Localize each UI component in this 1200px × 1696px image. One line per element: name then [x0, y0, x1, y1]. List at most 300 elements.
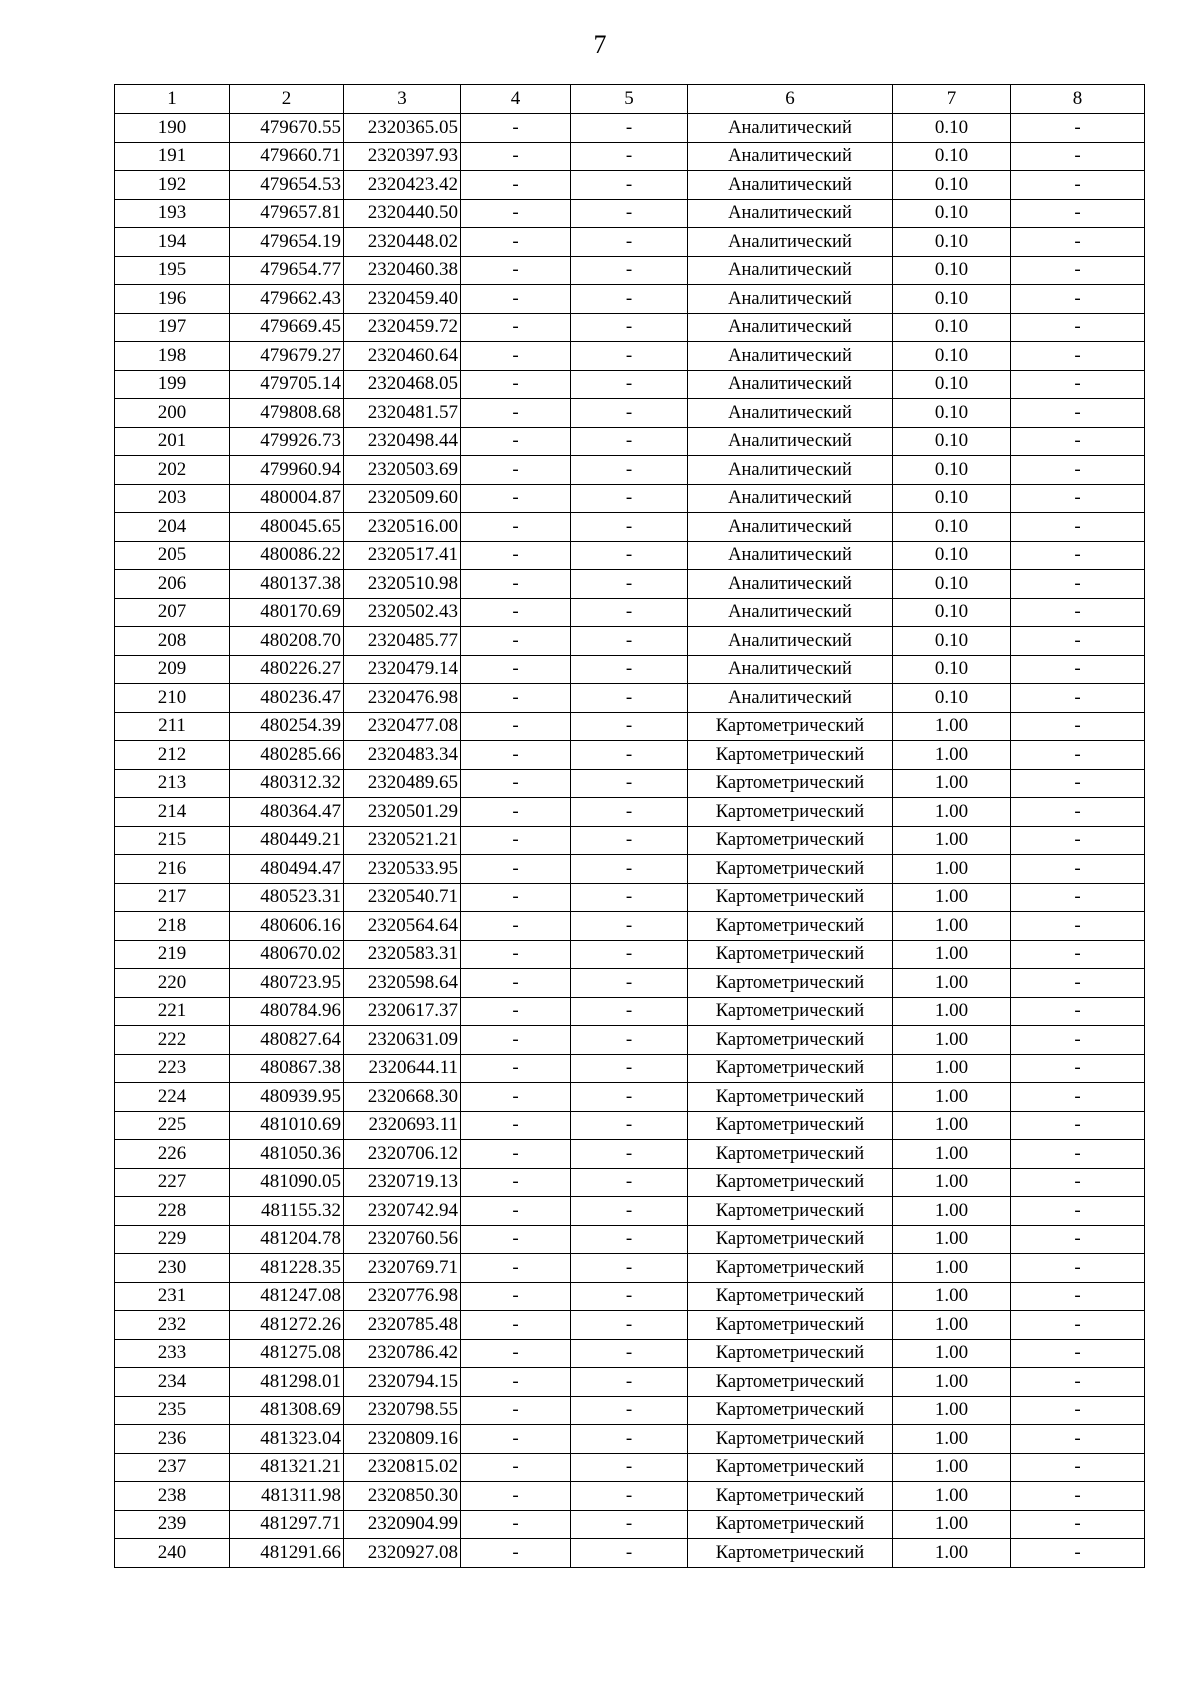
column-4-cell: - [461, 855, 571, 884]
x-coordinate-cell: 481050.36 [230, 1140, 344, 1169]
column-5-cell: - [571, 1026, 688, 1055]
table-row [115, 627, 1145, 656]
table-row [115, 912, 1145, 941]
table-row [115, 570, 1145, 599]
column-4-cell: - [461, 171, 571, 200]
y-coordinate-cell: 2320459.40 [344, 285, 461, 314]
table-row [115, 399, 1145, 428]
column-5-cell: - [571, 883, 688, 912]
table-row [115, 684, 1145, 713]
point-number-cell: 206 [115, 570, 230, 599]
y-coordinate-cell: 2320397.93 [344, 142, 461, 171]
x-coordinate-cell: 481311.98 [230, 1482, 344, 1511]
method-cell: Аналитический [688, 399, 893, 428]
column-8-cell: - [1011, 342, 1145, 371]
column-header: 8 [1011, 85, 1145, 114]
column-8-cell: - [1011, 1425, 1145, 1454]
point-number-cell: 192 [115, 171, 230, 200]
y-coordinate-cell: 2320693.11 [344, 1111, 461, 1140]
accuracy-cell: 0.10 [893, 598, 1011, 627]
column-4-cell: - [461, 1111, 571, 1140]
x-coordinate-cell: 479657.81 [230, 199, 344, 228]
column-8-cell: - [1011, 399, 1145, 428]
x-coordinate-cell: 480449.21 [230, 826, 344, 855]
table-row [115, 1026, 1145, 1055]
column-header: 7 [893, 85, 1011, 114]
column-8-cell: - [1011, 1254, 1145, 1283]
table-row [115, 114, 1145, 143]
method-cell: Аналитический [688, 427, 893, 456]
table-row [115, 826, 1145, 855]
y-coordinate-cell: 2320510.98 [344, 570, 461, 599]
method-cell: Картометрический [688, 1197, 893, 1226]
y-coordinate-cell: 2320468.05 [344, 370, 461, 399]
table-row [115, 285, 1145, 314]
table-row [115, 798, 1145, 827]
accuracy-cell: 0.10 [893, 513, 1011, 542]
point-number-cell: 199 [115, 370, 230, 399]
point-number-cell: 239 [115, 1510, 230, 1539]
column-8-cell: - [1011, 1339, 1145, 1368]
column-header: 4 [461, 85, 571, 114]
method-cell: Картометрический [688, 883, 893, 912]
column-8-cell: - [1011, 313, 1145, 342]
column-4-cell: - [461, 342, 571, 371]
table-body [115, 114, 1145, 1568]
column-4-cell: - [461, 969, 571, 998]
column-8-cell: - [1011, 513, 1145, 542]
accuracy-cell: 1.00 [893, 1339, 1011, 1368]
point-number-cell: 233 [115, 1339, 230, 1368]
point-number-cell: 204 [115, 513, 230, 542]
accuracy-cell: 1.00 [893, 1083, 1011, 1112]
y-coordinate-cell: 2320483.34 [344, 741, 461, 770]
accuracy-cell: 1.00 [893, 826, 1011, 855]
y-coordinate-cell: 2320485.77 [344, 627, 461, 656]
table-row [115, 541, 1145, 570]
table-row [115, 228, 1145, 257]
method-cell: Картометрический [688, 1453, 893, 1482]
column-4-cell: - [461, 313, 571, 342]
point-number-cell: 190 [115, 114, 230, 143]
y-coordinate-cell: 2320776.98 [344, 1282, 461, 1311]
method-cell: Картометрический [688, 1225, 893, 1254]
column-8-cell: - [1011, 940, 1145, 969]
method-cell: Картометрический [688, 1339, 893, 1368]
table-row [115, 199, 1145, 228]
point-number-cell: 202 [115, 456, 230, 485]
accuracy-cell: 0.10 [893, 399, 1011, 428]
column-8-cell: - [1011, 1225, 1145, 1254]
table-row [115, 1111, 1145, 1140]
column-8-cell: - [1011, 370, 1145, 399]
column-5-cell: - [571, 1453, 688, 1482]
table-row [115, 1197, 1145, 1226]
column-4-cell: - [461, 370, 571, 399]
x-coordinate-cell: 480170.69 [230, 598, 344, 627]
method-cell: Аналитический [688, 256, 893, 285]
table-row [115, 1254, 1145, 1283]
point-number-cell: 222 [115, 1026, 230, 1055]
accuracy-cell: 0.10 [893, 684, 1011, 713]
column-8-cell: - [1011, 1111, 1145, 1140]
method-cell: Аналитический [688, 342, 893, 371]
column-5-cell: - [571, 769, 688, 798]
method-cell: Картометрический [688, 940, 893, 969]
accuracy-cell: 1.00 [893, 1282, 1011, 1311]
point-number-cell: 209 [115, 655, 230, 684]
x-coordinate-cell: 479705.14 [230, 370, 344, 399]
point-number-cell: 218 [115, 912, 230, 941]
method-cell: Картометрический [688, 1311, 893, 1340]
point-number-cell: 227 [115, 1168, 230, 1197]
column-5-cell: - [571, 969, 688, 998]
column-5-cell: - [571, 1168, 688, 1197]
y-coordinate-cell: 2320521.21 [344, 826, 461, 855]
x-coordinate-cell: 479960.94 [230, 456, 344, 485]
y-coordinate-cell: 2320815.02 [344, 1453, 461, 1482]
column-8-cell: - [1011, 456, 1145, 485]
table-row [115, 1425, 1145, 1454]
column-4-cell: - [461, 883, 571, 912]
column-8-cell: - [1011, 1282, 1145, 1311]
point-number-cell: 224 [115, 1083, 230, 1112]
column-5-cell: - [571, 1197, 688, 1226]
method-cell: Картометрический [688, 1368, 893, 1397]
table-row [115, 1482, 1145, 1511]
column-8-cell: - [1011, 741, 1145, 770]
accuracy-cell: 0.10 [893, 456, 1011, 485]
x-coordinate-cell: 481321.21 [230, 1453, 344, 1482]
column-8-cell: - [1011, 1510, 1145, 1539]
table-row [115, 1168, 1145, 1197]
column-8-cell: - [1011, 712, 1145, 741]
column-5-cell: - [571, 256, 688, 285]
method-cell: Аналитический [688, 541, 893, 570]
y-coordinate-cell: 2320440.50 [344, 199, 461, 228]
table-row [115, 1140, 1145, 1169]
accuracy-cell: 0.10 [893, 655, 1011, 684]
y-coordinate-cell: 2320564.64 [344, 912, 461, 941]
method-cell: Картометрический [688, 1482, 893, 1511]
column-4-cell: - [461, 1311, 571, 1340]
column-5-cell: - [571, 399, 688, 428]
x-coordinate-cell: 481298.01 [230, 1368, 344, 1397]
column-4-cell: - [461, 570, 571, 599]
point-number-cell: 234 [115, 1368, 230, 1397]
column-4-cell: - [461, 1254, 571, 1283]
column-4-cell: - [461, 456, 571, 485]
table-row [115, 883, 1145, 912]
table-row [115, 456, 1145, 485]
y-coordinate-cell: 2320644.11 [344, 1054, 461, 1083]
y-coordinate-cell: 2320460.38 [344, 256, 461, 285]
method-cell: Картометрический [688, 997, 893, 1026]
method-cell: Аналитический [688, 456, 893, 485]
x-coordinate-cell: 480086.22 [230, 541, 344, 570]
x-coordinate-cell: 480137.38 [230, 570, 344, 599]
method-cell: Аналитический [688, 114, 893, 143]
column-5-cell: - [571, 228, 688, 257]
point-number-cell: 197 [115, 313, 230, 342]
point-number-cell: 220 [115, 969, 230, 998]
point-number-cell: 238 [115, 1482, 230, 1511]
column-4-cell: - [461, 541, 571, 570]
column-4-cell: - [461, 256, 571, 285]
column-8-cell: - [1011, 1396, 1145, 1425]
column-8-cell: - [1011, 1083, 1145, 1112]
method-cell: Аналитический [688, 513, 893, 542]
column-8-cell: - [1011, 171, 1145, 200]
method-cell: Аналитический [688, 228, 893, 257]
x-coordinate-cell: 481291.66 [230, 1539, 344, 1568]
x-coordinate-cell: 479654.77 [230, 256, 344, 285]
column-4-cell: - [461, 1225, 571, 1254]
point-number-cell: 221 [115, 997, 230, 1026]
method-cell: Картометрический [688, 1396, 893, 1425]
method-cell: Картометрический [688, 1168, 893, 1197]
y-coordinate-cell: 2320809.16 [344, 1425, 461, 1454]
accuracy-cell: 0.10 [893, 627, 1011, 656]
accuracy-cell: 1.00 [893, 1168, 1011, 1197]
y-coordinate-cell: 2320617.37 [344, 997, 461, 1026]
point-number-cell: 212 [115, 741, 230, 770]
y-coordinate-cell: 2320769.71 [344, 1254, 461, 1283]
column-8-cell: - [1011, 570, 1145, 599]
x-coordinate-cell: 481323.04 [230, 1425, 344, 1454]
y-coordinate-cell: 2320785.48 [344, 1311, 461, 1340]
column-4-cell: - [461, 769, 571, 798]
column-5-cell: - [571, 741, 688, 770]
column-5-cell: - [571, 627, 688, 656]
method-cell: Аналитический [688, 655, 893, 684]
point-number-cell: 232 [115, 1311, 230, 1340]
accuracy-cell: 0.10 [893, 427, 1011, 456]
method-cell: Картометрический [688, 1282, 893, 1311]
method-cell: Аналитический [688, 627, 893, 656]
column-header: 6 [688, 85, 893, 114]
method-cell: Картометрический [688, 1026, 893, 1055]
x-coordinate-cell: 479660.71 [230, 142, 344, 171]
column-8-cell: - [1011, 1168, 1145, 1197]
column-8-cell: - [1011, 1311, 1145, 1340]
x-coordinate-cell: 480226.27 [230, 655, 344, 684]
point-number-cell: 213 [115, 769, 230, 798]
column-8-cell: - [1011, 114, 1145, 143]
accuracy-cell: 0.10 [893, 199, 1011, 228]
x-coordinate-cell: 481275.08 [230, 1339, 344, 1368]
y-coordinate-cell: 2320489.65 [344, 769, 461, 798]
column-4-cell: - [461, 285, 571, 314]
column-5-cell: - [571, 997, 688, 1026]
accuracy-cell: 1.00 [893, 741, 1011, 770]
accuracy-cell: 0.10 [893, 285, 1011, 314]
accuracy-cell: 1.00 [893, 1225, 1011, 1254]
x-coordinate-cell: 480523.31 [230, 883, 344, 912]
column-5-cell: - [571, 570, 688, 599]
y-coordinate-cell: 2320477.08 [344, 712, 461, 741]
column-8-cell: - [1011, 997, 1145, 1026]
column-5-cell: - [571, 1083, 688, 1112]
method-cell: Картометрический [688, 1111, 893, 1140]
table-row [115, 741, 1145, 770]
column-4-cell: - [461, 1368, 571, 1397]
column-5-cell: - [571, 114, 688, 143]
column-8-cell: - [1011, 484, 1145, 513]
method-cell: Картометрический [688, 1054, 893, 1083]
accuracy-cell: 1.00 [893, 769, 1011, 798]
point-number-cell: 195 [115, 256, 230, 285]
y-coordinate-cell: 2320904.99 [344, 1510, 461, 1539]
table-row [115, 342, 1145, 371]
column-8-cell: - [1011, 427, 1145, 456]
column-4-cell: - [461, 1396, 571, 1425]
x-coordinate-cell: 479669.45 [230, 313, 344, 342]
column-5-cell: - [571, 1111, 688, 1140]
table-row [115, 1054, 1145, 1083]
accuracy-cell: 1.00 [893, 1368, 1011, 1397]
column-5-cell: - [571, 1539, 688, 1568]
x-coordinate-cell: 480364.47 [230, 798, 344, 827]
column-4-cell: - [461, 399, 571, 428]
x-coordinate-cell: 479654.53 [230, 171, 344, 200]
table-row [115, 1282, 1145, 1311]
table-row [115, 1539, 1145, 1568]
point-number-cell: 228 [115, 1197, 230, 1226]
accuracy-cell: 0.10 [893, 570, 1011, 599]
accuracy-cell: 1.00 [893, 912, 1011, 941]
column-5-cell: - [571, 1254, 688, 1283]
column-4-cell: - [461, 427, 571, 456]
table-row [115, 1368, 1145, 1397]
point-number-cell: 196 [115, 285, 230, 314]
x-coordinate-cell: 480784.96 [230, 997, 344, 1026]
point-number-cell: 207 [115, 598, 230, 627]
x-coordinate-cell: 479808.68 [230, 399, 344, 428]
y-coordinate-cell: 2320760.56 [344, 1225, 461, 1254]
y-coordinate-cell: 2320533.95 [344, 855, 461, 884]
accuracy-cell: 0.10 [893, 484, 1011, 513]
column-5-cell: - [571, 1054, 688, 1083]
method-cell: Картометрический [688, 1254, 893, 1283]
point-number-cell: 214 [115, 798, 230, 827]
x-coordinate-cell: 480606.16 [230, 912, 344, 941]
point-number-cell: 193 [115, 199, 230, 228]
y-coordinate-cell: 2320850.30 [344, 1482, 461, 1511]
method-cell: Аналитический [688, 285, 893, 314]
accuracy-cell: 1.00 [893, 1254, 1011, 1283]
x-coordinate-cell: 481090.05 [230, 1168, 344, 1197]
table-row [115, 427, 1145, 456]
column-5-cell: - [571, 370, 688, 399]
x-coordinate-cell: 480494.47 [230, 855, 344, 884]
column-5-cell: - [571, 798, 688, 827]
column-5-cell: - [571, 712, 688, 741]
point-number-cell: 231 [115, 1282, 230, 1311]
column-4-cell: - [461, 1282, 571, 1311]
y-coordinate-cell: 2320786.42 [344, 1339, 461, 1368]
accuracy-cell: 1.00 [893, 798, 1011, 827]
y-coordinate-cell: 2320706.12 [344, 1140, 461, 1169]
column-4-cell: - [461, 1425, 571, 1454]
method-cell: Картометрический [688, 912, 893, 941]
accuracy-cell: 1.00 [893, 1396, 1011, 1425]
method-cell: Аналитический [688, 199, 893, 228]
x-coordinate-cell: 480045.65 [230, 513, 344, 542]
column-4-cell: - [461, 1140, 571, 1169]
column-5-cell: - [571, 171, 688, 200]
column-8-cell: - [1011, 285, 1145, 314]
column-4-cell: - [461, 826, 571, 855]
point-number-cell: 230 [115, 1254, 230, 1283]
y-coordinate-cell: 2320503.69 [344, 456, 461, 485]
table-row [115, 655, 1145, 684]
point-number-cell: 205 [115, 541, 230, 570]
point-number-cell: 240 [115, 1539, 230, 1568]
accuracy-cell: 1.00 [893, 855, 1011, 884]
table-row [115, 997, 1145, 1026]
column-5-cell: - [571, 855, 688, 884]
column-5-cell: - [571, 1396, 688, 1425]
column-4-cell: - [461, 1026, 571, 1055]
y-coordinate-cell: 2320479.14 [344, 655, 461, 684]
point-number-cell: 223 [115, 1054, 230, 1083]
column-8-cell: - [1011, 228, 1145, 257]
column-4-cell: - [461, 940, 571, 969]
y-coordinate-cell: 2320540.71 [344, 883, 461, 912]
column-4-cell: - [461, 712, 571, 741]
table-header [115, 85, 1145, 114]
column-4-cell: - [461, 1510, 571, 1539]
point-number-cell: 216 [115, 855, 230, 884]
column-5-cell: - [571, 1339, 688, 1368]
accuracy-cell: 1.00 [893, 712, 1011, 741]
column-5-cell: - [571, 1482, 688, 1511]
method-cell: Картометрический [688, 826, 893, 855]
point-number-cell: 201 [115, 427, 230, 456]
point-number-cell: 217 [115, 883, 230, 912]
column-8-cell: - [1011, 1482, 1145, 1511]
point-number-cell: 235 [115, 1396, 230, 1425]
x-coordinate-cell: 480285.66 [230, 741, 344, 770]
y-coordinate-cell: 2320927.08 [344, 1539, 461, 1568]
column-4-cell: - [461, 1054, 571, 1083]
column-5-cell: - [571, 655, 688, 684]
accuracy-cell: 1.00 [893, 1482, 1011, 1511]
column-4-cell: - [461, 1539, 571, 1568]
x-coordinate-cell: 479662.43 [230, 285, 344, 314]
column-8-cell: - [1011, 199, 1145, 228]
column-5-cell: - [571, 1510, 688, 1539]
accuracy-cell: 1.00 [893, 997, 1011, 1026]
y-coordinate-cell: 2320448.02 [344, 228, 461, 257]
column-5-cell: - [571, 484, 688, 513]
x-coordinate-cell: 481228.35 [230, 1254, 344, 1283]
page-number: 7 [593, 30, 607, 59]
table-row [115, 1083, 1145, 1112]
method-cell: Картометрический [688, 855, 893, 884]
column-8-cell: - [1011, 912, 1145, 941]
table-row [115, 1225, 1145, 1254]
column-8-cell: - [1011, 855, 1145, 884]
column-8-cell: - [1011, 541, 1145, 570]
y-coordinate-cell: 2320481.57 [344, 399, 461, 428]
column-5-cell: - [571, 826, 688, 855]
x-coordinate-cell: 479654.19 [230, 228, 344, 257]
column-5-cell: - [571, 1225, 688, 1254]
method-cell: Аналитический [688, 142, 893, 171]
x-coordinate-cell: 480670.02 [230, 940, 344, 969]
